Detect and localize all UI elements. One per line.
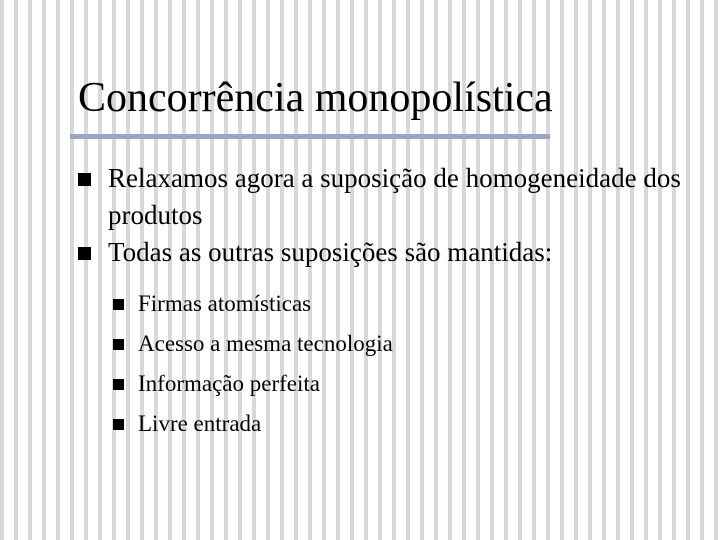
- main-bullet-list: [78, 160, 720, 271]
- sub-bullet-text: Acesso a mesma tecnologia: [138, 331, 393, 356]
- square-bullet-icon: [113, 339, 124, 350]
- sub-bullet-firmas: [110, 284, 393, 324]
- title-underline: [70, 134, 550, 139]
- square-bullet-icon: [113, 419, 124, 430]
- square-bullet-icon: [113, 379, 124, 390]
- sub-bullet-list: [110, 284, 393, 444]
- sub-bullet-text: Informação perfeita: [138, 371, 320, 396]
- sub-bullet-text: Firmas atomísticas: [138, 291, 312, 316]
- bullet-relaxamos: [78, 160, 720, 234]
- bullet-text: Relaxamos agora a suposição de homogeneidade dos produtos: [108, 163, 681, 230]
- square-bullet-icon: [113, 299, 124, 310]
- sub-bullet-text: Livre entrada: [138, 411, 262, 436]
- sub-bullet-acesso: [110, 324, 393, 364]
- sub-bullet-informacao: [110, 364, 393, 404]
- square-bullet-icon: [78, 173, 91, 186]
- sub-bullet-livre-entrada: [110, 404, 393, 444]
- square-bullet-icon: [78, 247, 91, 260]
- slide-title: Concorrência monopolística: [78, 75, 553, 121]
- bullet-outras-suposicoes: [78, 234, 720, 271]
- bullet-text: Todas as outras suposições são mantidas:: [108, 237, 553, 267]
